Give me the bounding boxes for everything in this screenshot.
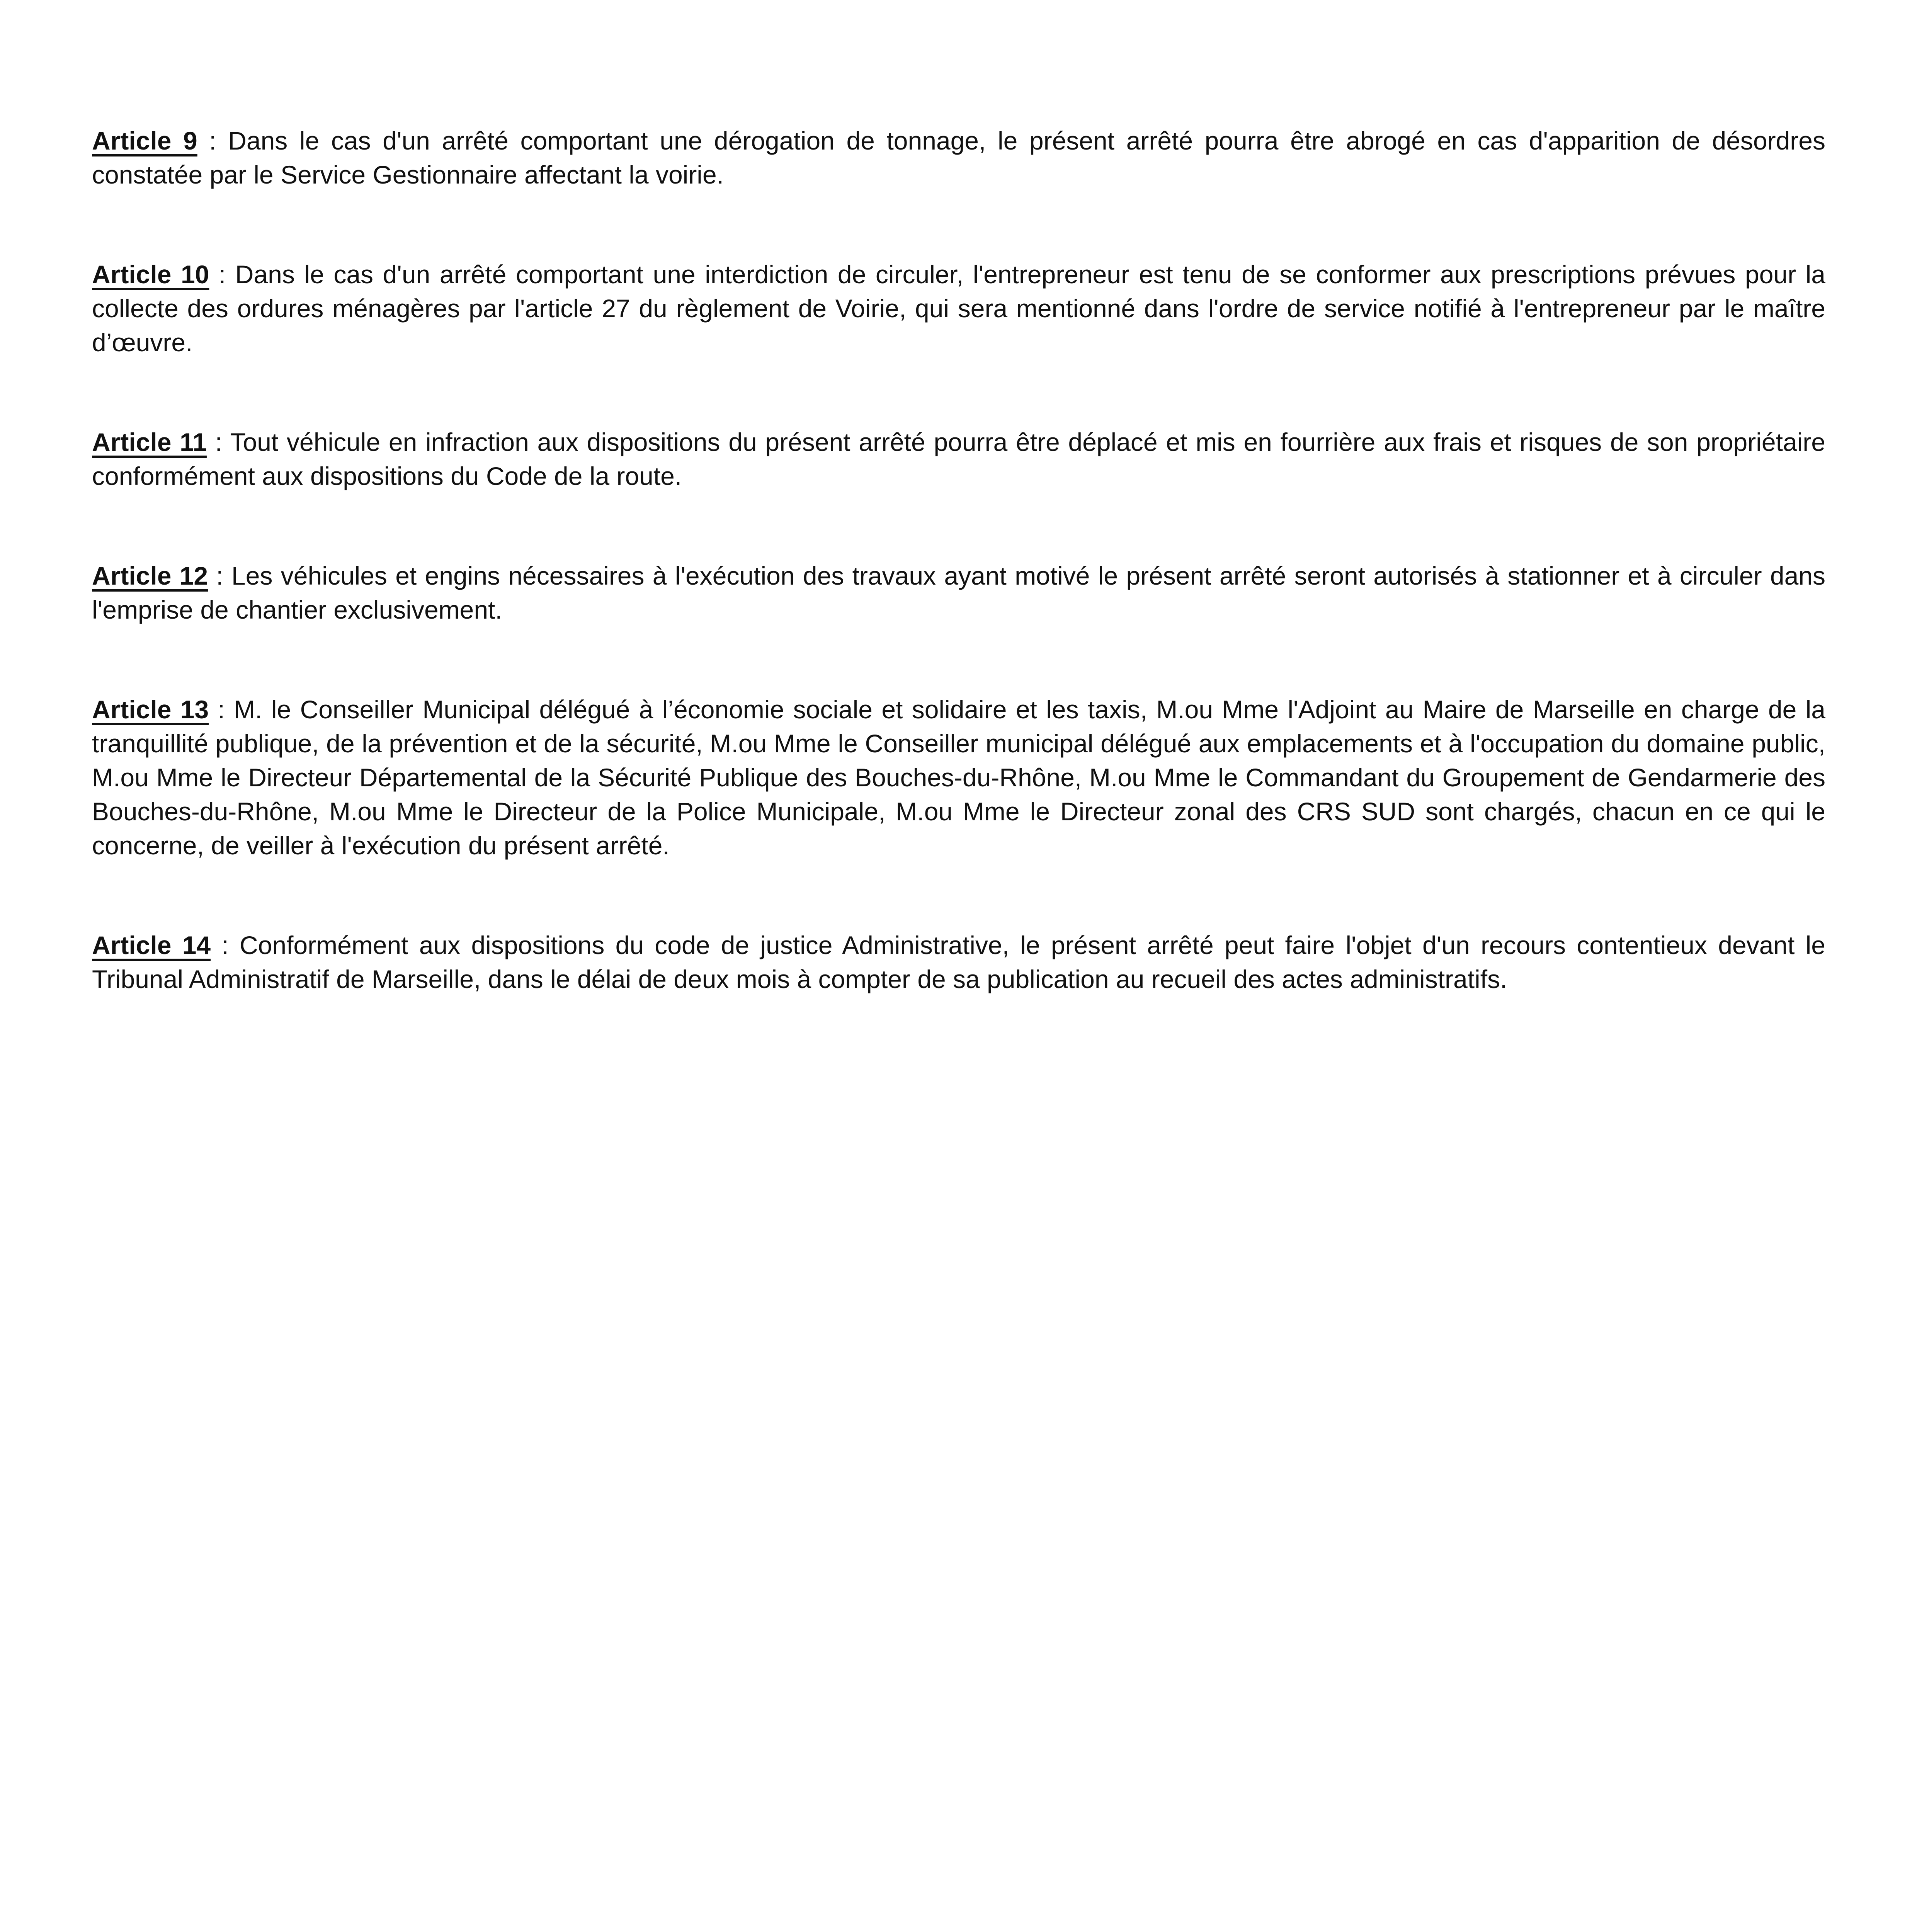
article-text: : Conformément aux dispositions du code de justice Administrative, le présent arrêté peut faire l'objet d'un recours contentieux devant le Tribunal Administratif de Marseille, dans le délai de deux mois à compter de sa publication au recueil des actes administratifs.	[92, 931, 1825, 993]
article-label: Article 12	[92, 561, 208, 590]
article-11	[92, 425, 1825, 493]
article-9	[92, 124, 1825, 192]
article-13	[92, 692, 1825, 862]
article-text: : Les véhicules et engins nécessaires à l'exécution des travaux ayant motivé le présent arrêté seront autorisés à stationner et à circuler dans l'emprise de chantier exclusivement.	[92, 561, 1825, 624]
article-label: Article 14	[92, 931, 211, 959]
article-label: Article 9	[92, 126, 197, 155]
article-14	[92, 928, 1825, 996]
document-body	[92, 124, 1825, 1062]
article-text: : Tout véhicule en infraction aux dispositions du présent arrêté pourra être déplacé et mis en fourrière aux frais et risques de son propriétaire conformément aux dispositions du Code de la route.	[92, 428, 1825, 490]
article-label: Article 11	[92, 428, 207, 456]
article-label: Article 10	[92, 260, 209, 289]
article-text: : Dans le cas d'un arrêté comportant une interdiction de circuler, l'entrepreneur est tenu de se conformer aux prescriptions prévues pour la collecte des ordures ménagères par l'article 27 du règlement de Voirie, qui sera mentionné dans l'ordre de service notifié à l'entrepreneur par le maître d’œuvre.	[92, 260, 1825, 357]
article-label: Article 13	[92, 695, 209, 724]
article-12	[92, 559, 1825, 627]
article-text: : Dans le cas d'un arrêté comportant une dérogation de tonnage, le présent arrêté pourra être abrogé en cas d'apparition de désordres constatée par le Service Gestionnaire affectant la voirie.	[92, 126, 1825, 189]
article-10	[92, 257, 1825, 359]
article-text: : M. le Conseiller Municipal délégué à l’économie sociale et solidaire et les taxis, M.ou Mme l'Adjoint au Maire de Marseille en charge de la tranquillité publique, de la prévention et de la sécurité, M.ou Mme le Conseiller municipal délégué aux emplacements et à l'occupation du domaine public, M.ou Mme le Directeur Départemental de la Sécurité Publique des Bouches-du-Rhône, M.ou Mme le Commandant du Groupement de Gendarmerie des Bouches-du-Rhône, M.ou Mme le Directeur de la Police Municipale, M.ou Mme le Directeur zonal des CRS SUD sont chargés, chacun en ce qui le concerne, de veiller à l'exécution du présent arrêté.	[92, 695, 1825, 860]
